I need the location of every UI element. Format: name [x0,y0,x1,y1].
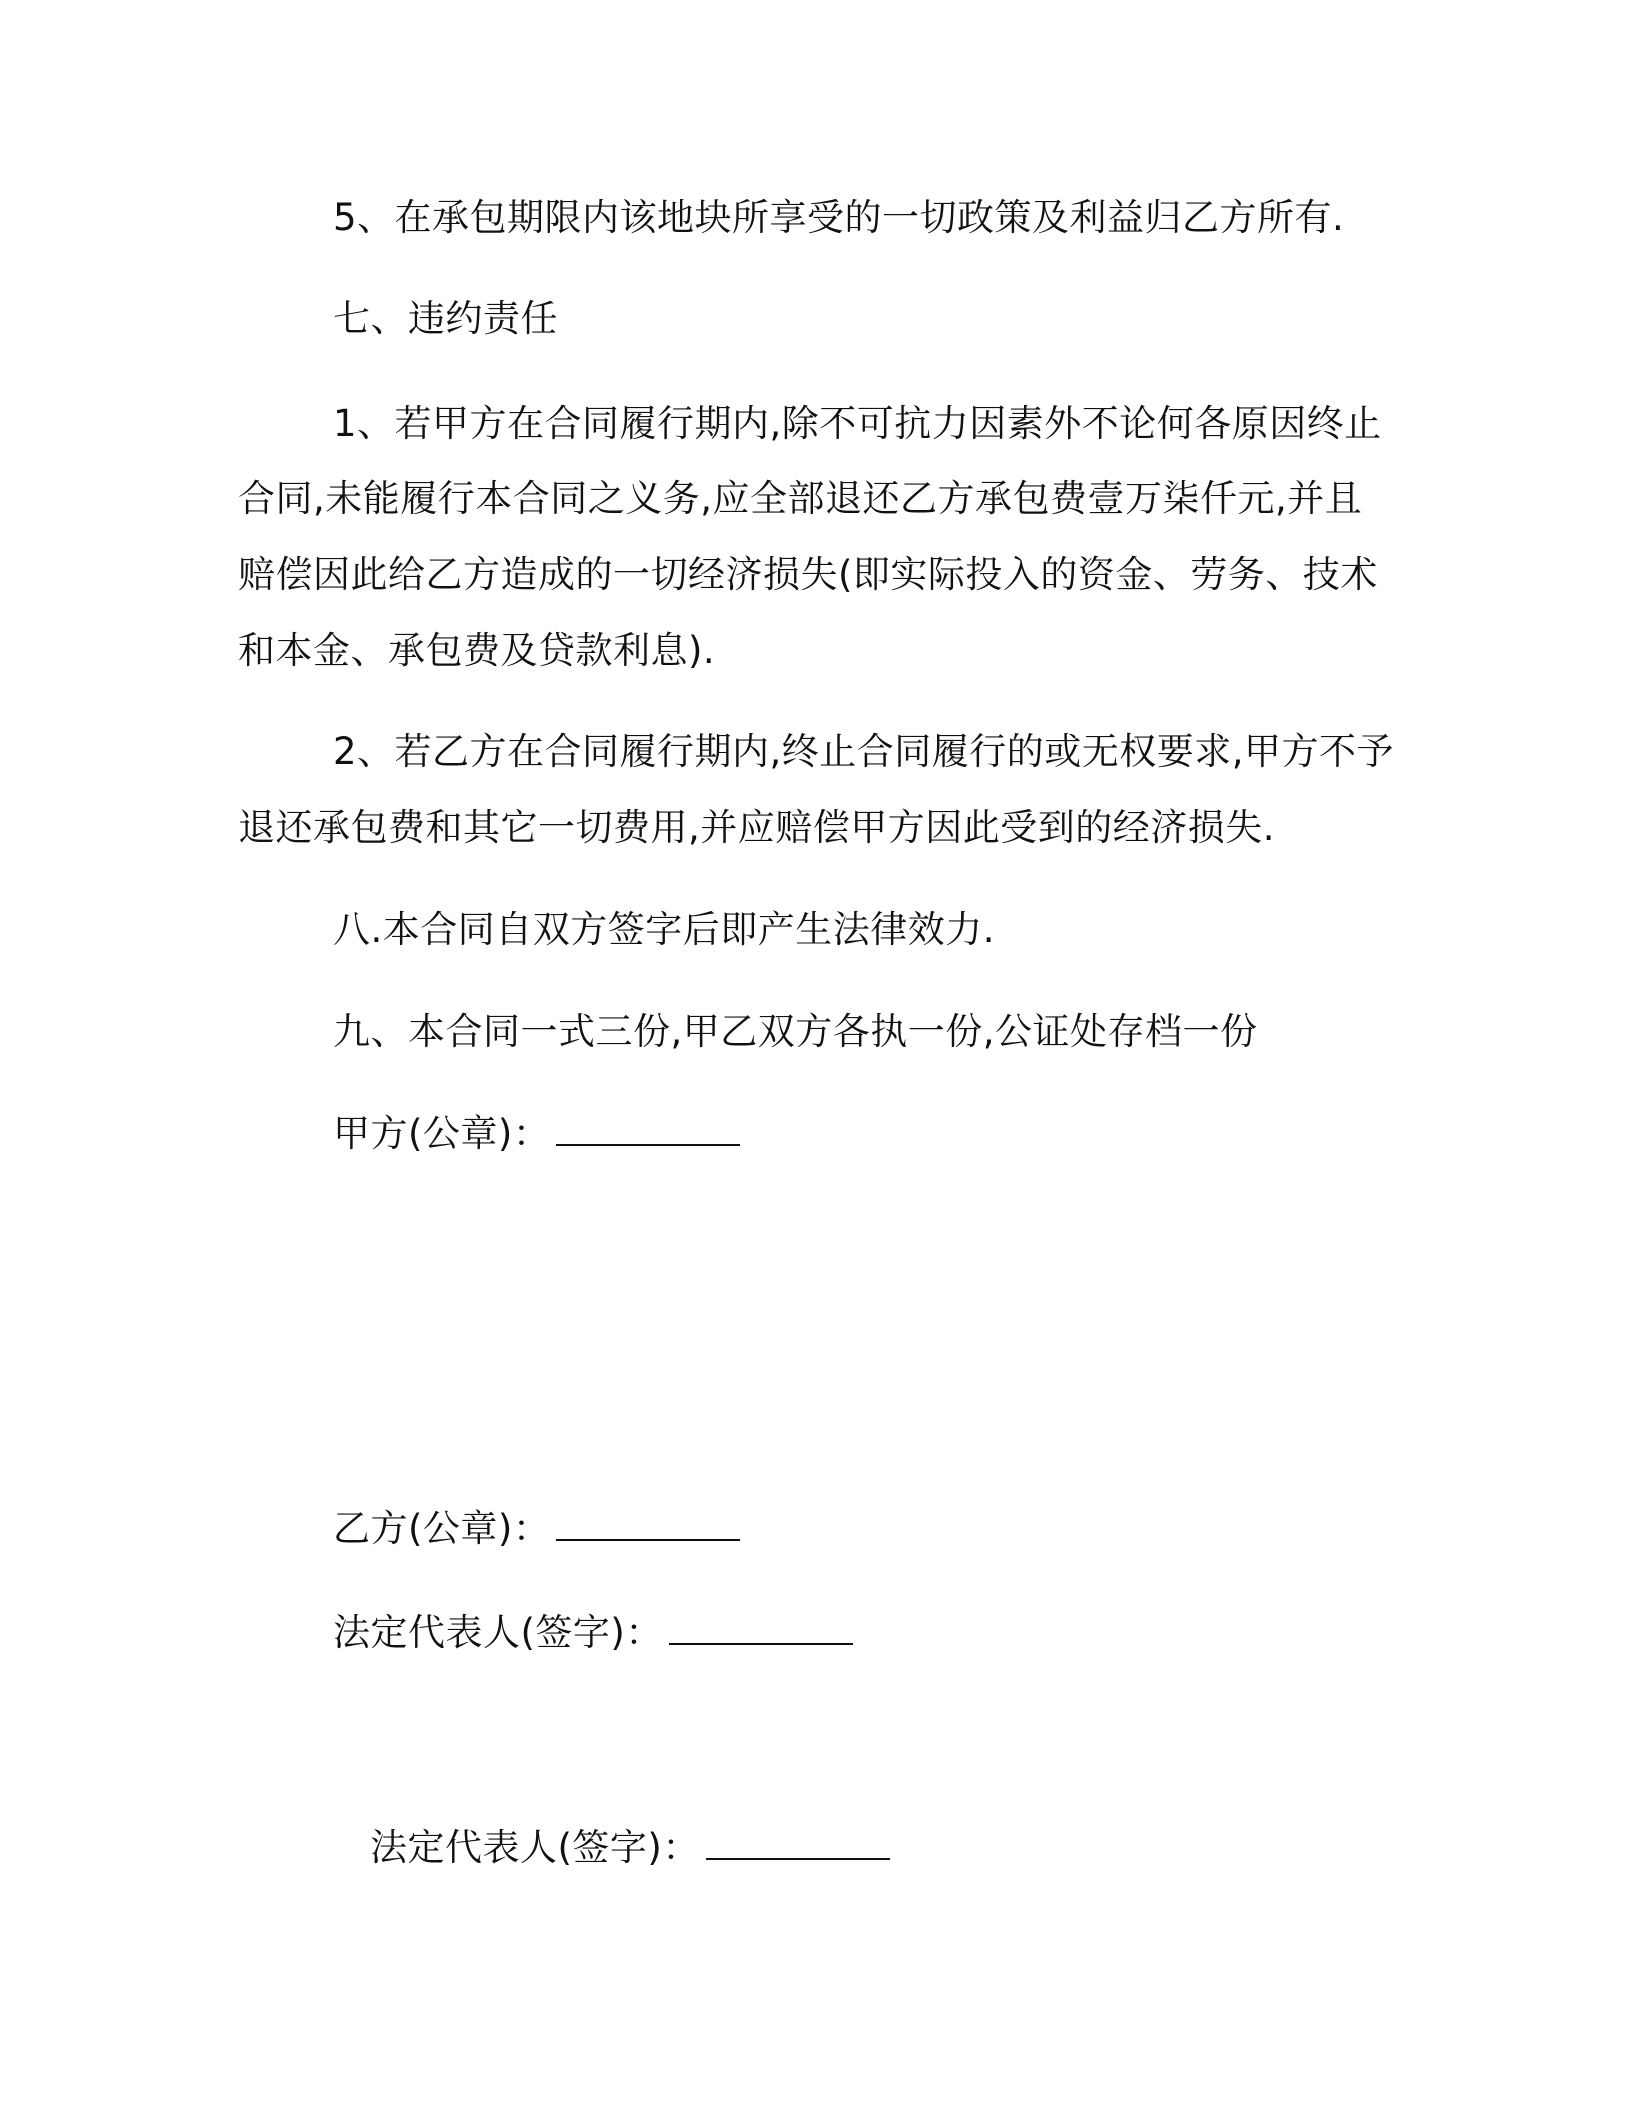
legal-rep-signature-blank-1[interactable] [669,1613,853,1645]
clause-7-1-line-3: 赔偿因此给乙方造成的一切经济损失(即实际投入的资金、劳务、技术 [238,553,1378,596]
party-b-label: 乙方(公章)： [333,1507,551,1550]
clause-6-5: 5、在承包期限内该地块所享受的一切政策及利益归乙方所有. [333,196,1345,239]
legal-rep-label-2: 法定代表人(签字)： [370,1826,700,1869]
clause-7-2-line-2: 退还承包费和其它一切费用,并应赔偿甲方因此受到的经济损失. [238,806,1276,849]
party-a-signature-line [333,1112,740,1156]
clause-7-1-line-1: 1、若甲方在合同履行期内,除不可抗力因素外不论何各原因终止 [333,402,1382,445]
legal-rep-label-1: 法定代表人(签字)： [333,1611,663,1654]
clause-8: 八.本合同自双方签字后即产生法律效力. [333,908,996,951]
party-b-signature-blank[interactable] [556,1509,740,1541]
clause-7-1-line-4: 和本金、承包费及贷款利息). [238,629,716,672]
party-a-signature-blank[interactable] [556,1114,740,1146]
clause-7-2-line-1: 2、若乙方在合同履行期内,终止合同履行的或无权要求,甲方不予 [333,730,1395,773]
legal-rep-signature-line-2 [370,1826,890,1870]
section-heading-breach: 七、违约责任 [333,297,558,340]
party-b-signature-line [333,1507,740,1551]
clause-9: 九、本合同一式三份,甲乙双方各执一份,公证处存档一份 [333,1010,1258,1053]
clause-7-1-line-2: 合同,未能履行本合同之义务,应全部退还乙方承包费壹万柒仟元,并且 [238,477,1363,520]
legal-rep-signature-line-1 [333,1611,853,1655]
legal-rep-signature-blank-2[interactable] [706,1828,890,1860]
party-a-label: 甲方(公章)： [333,1112,551,1155]
